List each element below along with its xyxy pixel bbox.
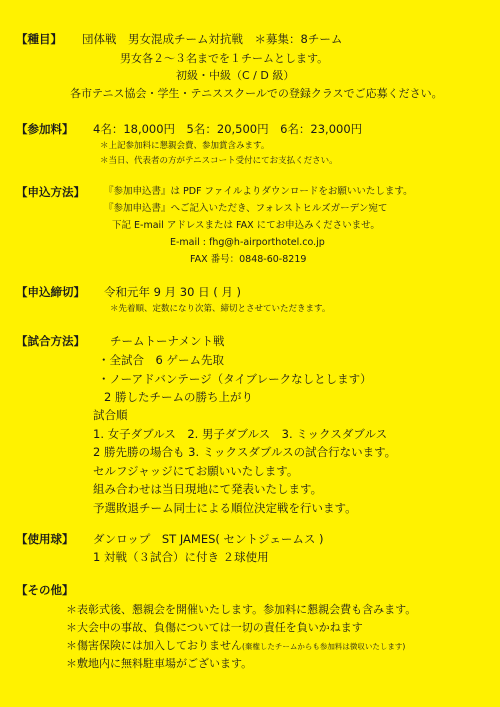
format-line-10: 予選敗退チーム同士による順位決定戦を行います。	[93, 501, 357, 515]
fee-line-1: 4名：18,000円 5名：20,500円 6名：23,000円	[93, 122, 363, 136]
other-line-1: ＊表彰式後、懇親会を開催いたします。参加料に懇親会費も含みます。	[66, 603, 417, 616]
format-line-6: 1. 女子ダブルス 2. 男子ダブルス 3. ミックスダブルス	[93, 427, 388, 441]
format-line-9: 組み合わせは当日現地にて発表いたします。	[93, 482, 323, 496]
ball-line-1: ダンロップ ST JAMES( セントジェームス )	[93, 532, 324, 546]
event-line-1: 団体戦 男女混成チーム対抗戦 ＊募集：8チーム	[82, 32, 343, 46]
other-line-3-main: ＊傷害保険には加入しておりません	[66, 639, 242, 652]
apply-heading: 【申込方法】	[16, 185, 85, 199]
ball-line-2: 1 対戦（３試合）に付き ２球使用	[93, 550, 269, 564]
event-heading: 【種目】	[16, 32, 62, 46]
format-line-4: 2 勝したチームの勝ち上がり	[104, 390, 253, 404]
deadline-heading: 【申込締切】	[16, 285, 85, 299]
deadline-note-1: ＊先着順、定数になり次第、締切とさせていただきます。	[110, 304, 331, 314]
other-line-3-note: (棄権したチームからも参加料は徴収いたします)	[242, 642, 406, 651]
format-line-8: セルフジャッジにてお願いいたします。	[93, 464, 299, 478]
fee-heading: 【参加料】	[16, 122, 74, 136]
apply-line-1: 『参加申込書』は PDF ファイルよりダウンロードをお願いいたします。	[104, 186, 413, 197]
other-heading: 【その他】	[16, 583, 74, 597]
deadline-line-1: 令和元年 9 月 30 日 ( 月 )	[104, 285, 242, 299]
apply-fax: FAX 番号：0848-60-8219	[190, 254, 307, 265]
other-line-3	[66, 640, 405, 651]
apply-line-3: 下記 E-mail アドレスまたは FAX にてお申込みくださいませ。	[112, 220, 380, 231]
format-line-1: チームトーナメント戦	[110, 334, 225, 348]
event-line-3: 初級・中級（C / D 級）	[176, 69, 295, 82]
ball-heading: 【使用球】	[16, 532, 74, 546]
format-heading: 【試合方法】	[16, 334, 85, 348]
fee-note-1: ＊上記参加料に懇親会費、参加賞含みます。	[100, 141, 270, 151]
event-line-2: 男女各２～３名までを１チームとします。	[120, 52, 329, 65]
format-line-3: ・ノーアドバンテージ（タイブレークなしとします）	[98, 372, 372, 386]
apply-email: E-mail : fhg@h-airporthotel.co.jp	[170, 237, 325, 248]
other-line-2: ＊大会中の事故、負傷については一切の責任を負いかねます	[66, 621, 363, 634]
other-line-4: ＊敷地内に無料駐車場がございます。	[66, 657, 253, 670]
event-line-4: 各市テニス協会・学生・テニススクールでの登録クラスでご応募ください。	[70, 87, 443, 100]
format-line-2: ・全試合 6 ゲーム先取	[98, 353, 224, 367]
fee-note-2: ＊当日、代表者の方がテニスコート受付にてお支払ください。	[100, 156, 338, 166]
format-line-5: 試合順	[93, 408, 128, 422]
apply-line-2: 『参加申込書』へご記入いただき、フォレストヒルズガーデン宛て	[104, 203, 388, 214]
format-line-7: 2 勝先勝の場合も 3. ミックスダブルスの試合行ないます。	[93, 445, 397, 459]
